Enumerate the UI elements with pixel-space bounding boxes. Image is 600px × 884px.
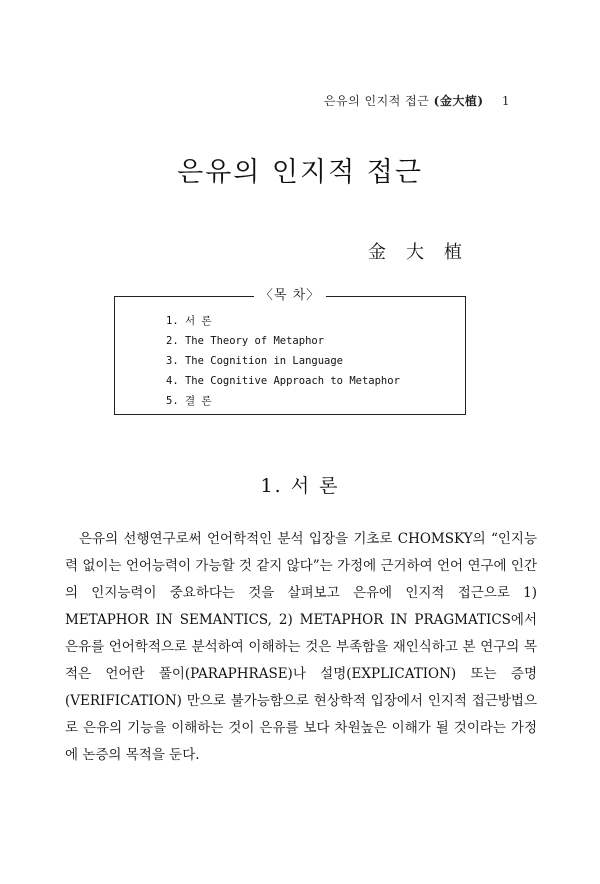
paper-title: 은유의 인지적 접근 <box>177 157 423 188</box>
running-header-title: 은유의 인지적 접근 <box>323 94 430 108</box>
toc-heading <box>115 287 465 305</box>
toc-list <box>166 311 400 411</box>
toc-item: 4. The Cognitive Approach to Metaphor <box>166 375 400 387</box>
author-name: 金大植 <box>368 242 482 263</box>
toc-item: 3. The Cognition in Language <box>166 355 344 367</box>
table-of-contents <box>114 288 466 415</box>
running-header-author: (金大植) <box>433 94 484 108</box>
running-header <box>324 92 510 109</box>
body-paragraph-text: 은유의 선행연구로써 언어학적인 분석 입장을 기초로 CHOMSKY의 “인지능력 없이는 언어능력이 가능할 것 같지 않다”는 가정에 근거하여 언어 연구에 인간의 인지능력이 중요하다는 것을 살펴보고 은유에 인지적 접근으로 1) METAPHOR IN SEMANTICS, 2) METAPHOR IN PRAGMATICS에서 은유를 언어학적으로 분석하여 이해하는 것은 부족함을 재인식하고 본 연구의 목적은 언어란 풀이(PARAPHRASE)나 설명(EXPLICATION) 또는 증명(VERIFICATION) 만으로 불가능함으로 현상학적 입장에서 인지적 접근방법으로 은유의 기능을 이해하는 것이 은유를 보다 차원높은 이해가 될 것이라는 가정에 논증의 목적을 둔다. <box>65 530 537 763</box>
toc-item: 1. 서 론 <box>166 315 212 327</box>
section-heading: 1. 서 론 <box>260 475 340 497</box>
page-number: 1 <box>501 94 510 108</box>
toc-item: 5. 결 론 <box>166 395 212 407</box>
toc-heading-label: 〈목 차〉 <box>254 288 326 303</box>
body-paragraph <box>65 526 537 769</box>
toc-item: 2. The Theory of Metaphor <box>166 335 325 347</box>
